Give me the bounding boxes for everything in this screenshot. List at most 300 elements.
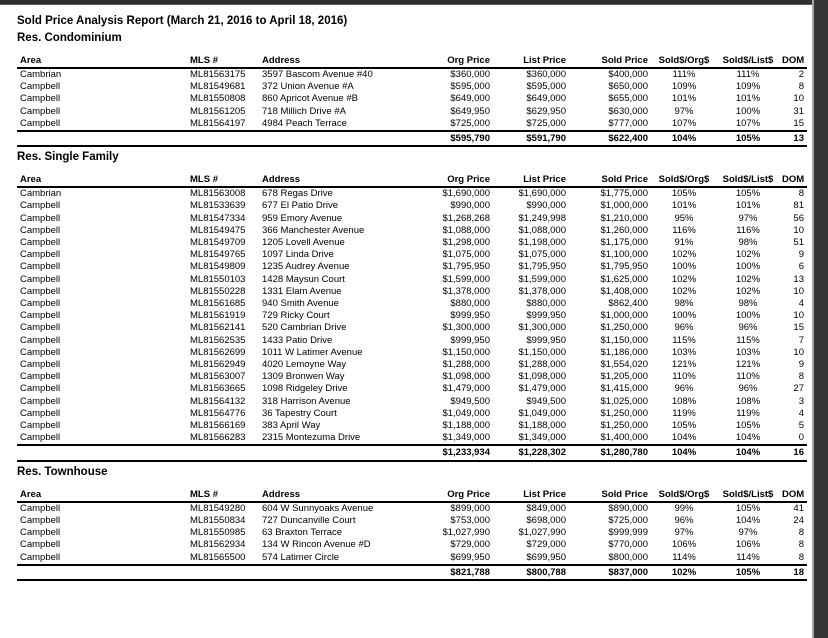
- section-heading-single-family: Res. Single Family: [17, 151, 119, 164]
- cell: Campbell: [20, 346, 61, 358]
- cell: $1,250,000: [600, 322, 648, 334]
- cell: ML81549475: [190, 224, 246, 236]
- cell: 10: [793, 310, 804, 322]
- cell: 91%: [674, 237, 694, 249]
- cell: 96%: [674, 322, 694, 334]
- cell: 9: [798, 249, 804, 261]
- cell: 6: [798, 261, 804, 273]
- report-title: Sold Price Analysis Report (March 21, 2016 to April 18, 2016): [17, 15, 348, 27]
- cell: 5: [798, 420, 804, 432]
- cell: ML81550985: [190, 527, 246, 539]
- cell: 1309 Bronwen Way: [262, 371, 345, 383]
- cell: $1,260,000: [600, 224, 648, 236]
- table-row: [17, 68, 807, 81]
- cell: 97%: [738, 212, 758, 224]
- cell: $649,950: [450, 105, 490, 117]
- cell: 1428 Maysun Court: [262, 273, 345, 285]
- cell: $1,075,000: [442, 249, 490, 261]
- window-top-edge: [0, 0, 828, 5]
- table-row: [17, 106, 807, 118]
- cell: 574 Latimer Circle: [262, 551, 340, 563]
- cell: $1,198,000: [518, 237, 566, 249]
- cell: 100%: [735, 105, 761, 117]
- cell: ML81550834: [190, 514, 246, 526]
- total-cell: $622,400: [569, 131, 651, 146]
- table-row: [17, 420, 807, 432]
- cell: $999,950: [526, 334, 566, 346]
- cell: ML81563665: [190, 383, 246, 395]
- cell: 9: [798, 359, 804, 371]
- section-res-townhouse: [17, 466, 807, 581]
- cell: ML81563007: [190, 371, 246, 383]
- table-row: [17, 515, 807, 527]
- cell: $1,554,020: [600, 359, 648, 371]
- cell: 105%: [735, 188, 761, 200]
- cell: 51: [793, 237, 804, 249]
- column-header: Sold Price: [569, 174, 651, 187]
- cell: 1235 Audrey Avenue: [262, 261, 350, 273]
- cell: 98%: [674, 298, 694, 310]
- cell: ML81563175: [190, 69, 246, 80]
- cell: 1097 Linda Drive: [262, 249, 334, 261]
- cell: $862,400: [608, 298, 648, 310]
- cell: $1,625,000: [600, 273, 648, 285]
- cell: $1,415,000: [600, 383, 648, 395]
- cell: $1,400,000: [600, 432, 648, 444]
- header-row: [17, 489, 807, 502]
- section-res-single-family: [17, 151, 807, 461]
- table-row: [17, 93, 807, 105]
- cell: 116%: [736, 224, 760, 236]
- totals-row: [17, 565, 807, 580]
- cell: Campbell: [20, 432, 61, 444]
- total-cell: 105%: [717, 131, 779, 146]
- cell: Cambrian: [20, 188, 62, 200]
- cell: $1,250,000: [600, 407, 648, 419]
- cell: $1,775,000: [600, 188, 648, 200]
- column-header: Sold$/List$: [717, 174, 779, 187]
- cell: 0: [798, 432, 804, 444]
- cell: Cambrian: [20, 69, 62, 80]
- cell: 103%: [671, 346, 697, 358]
- column-header: Sold$/List$: [717, 489, 779, 502]
- cell: 718 Millich Drive #A: [262, 105, 346, 117]
- total-cell: $595,790: [419, 131, 493, 146]
- cell: 100%: [735, 310, 761, 322]
- cell: 106%: [671, 539, 697, 551]
- cell: 95%: [674, 212, 694, 224]
- cell: $880,000: [526, 298, 566, 310]
- cell: ML81565500: [190, 551, 246, 563]
- column-header: Org Price: [419, 489, 493, 502]
- cell: $1,599,000: [518, 273, 566, 285]
- cell: Campbell: [20, 334, 61, 346]
- totals-row: [17, 131, 807, 146]
- cell: 10: [793, 224, 804, 236]
- cell: $655,000: [608, 93, 648, 105]
- column-header: Org Price: [419, 174, 493, 187]
- cell: $999,999: [608, 527, 648, 539]
- cell: 1098 Ridgeley Drive: [262, 383, 348, 395]
- cell: 1011 W Latimer Avenue: [262, 346, 363, 358]
- cell: $1,188,000: [518, 420, 566, 432]
- cell: ML81564776: [190, 407, 246, 419]
- table-row: [17, 539, 807, 551]
- total-cell: [259, 445, 419, 460]
- cell: $899,000: [450, 502, 490, 514]
- table-row: [17, 432, 807, 445]
- cell: $1,249,998: [518, 212, 566, 224]
- cell: 104%: [671, 432, 697, 444]
- cell: ML81564132: [190, 395, 246, 407]
- cell: $1,288,000: [518, 359, 566, 371]
- table-row: [17, 552, 807, 565]
- column-header: List Price: [493, 174, 569, 187]
- cell: 8: [798, 551, 804, 563]
- cell: 3597 Bascom Avenue #40: [262, 69, 373, 80]
- cell: ML81550808: [190, 93, 246, 105]
- column-header: Sold$/List$: [717, 55, 779, 68]
- cell: $725,000: [450, 117, 490, 129]
- cell: Campbell: [20, 237, 61, 249]
- cell: Campbell: [20, 502, 61, 514]
- cell: 105%: [735, 420, 761, 432]
- cell: $1,479,000: [442, 383, 490, 395]
- cell: $849,000: [526, 502, 566, 514]
- cell: $1,098,000: [518, 371, 566, 383]
- cell: Campbell: [20, 383, 61, 395]
- section-res-condominium: [17, 32, 807, 147]
- cell: Campbell: [20, 298, 61, 310]
- cell: $649,000: [526, 93, 566, 105]
- table-row: [17, 249, 807, 261]
- total-cell: 16: [779, 445, 807, 460]
- cell: 1331 Elam Avenue: [262, 285, 342, 297]
- cell: $949,500: [526, 395, 566, 407]
- cell: $1,210,000: [600, 212, 648, 224]
- cell: 105%: [671, 188, 697, 200]
- cell: $1,150,000: [518, 346, 566, 358]
- column-header: MLS #: [187, 489, 259, 502]
- cell: 101%: [671, 200, 697, 212]
- table-row: [17, 261, 807, 273]
- townhouse-table: [17, 489, 807, 581]
- cell: 729 Ricky Court: [262, 310, 330, 322]
- table-row: [17, 81, 807, 93]
- total-cell: [187, 565, 259, 580]
- cell: 15: [793, 117, 804, 129]
- cell: Campbell: [20, 273, 61, 285]
- cell: 101%: [735, 200, 761, 212]
- cell: 102%: [671, 249, 697, 261]
- cell: Campbell: [20, 371, 61, 383]
- cell: $1,100,000: [600, 249, 648, 261]
- cell: $1,088,000: [518, 224, 566, 236]
- total-cell: 13: [779, 131, 807, 146]
- cell: 100%: [671, 310, 697, 322]
- cell: ML81549765: [190, 249, 246, 261]
- cell: Campbell: [20, 81, 61, 93]
- column-header: MLS #: [187, 55, 259, 68]
- table-row: [17, 502, 807, 515]
- cell: $1,479,000: [518, 383, 566, 395]
- cell: 114%: [672, 551, 696, 563]
- cell: $729,000: [526, 539, 566, 551]
- cell: ML81564197: [190, 117, 246, 129]
- cell: $1,349,000: [442, 432, 490, 444]
- cell: $725,000: [608, 514, 648, 526]
- cell: $1,408,000: [600, 285, 648, 297]
- cell: 119%: [672, 407, 696, 419]
- cell: $1,175,000: [600, 237, 648, 249]
- cell: 7: [798, 334, 804, 346]
- cell: ML81561205: [190, 105, 246, 117]
- cell: $595,000: [526, 81, 566, 93]
- column-header: Area: [17, 489, 187, 502]
- cell: 111%: [736, 69, 760, 80]
- total-cell: 104%: [651, 131, 717, 146]
- cell: 8: [798, 371, 804, 383]
- cell: ML81533639: [190, 200, 246, 212]
- cell: 101%: [671, 93, 697, 105]
- cell: 108%: [671, 395, 697, 407]
- cell: $800,000: [608, 551, 648, 563]
- cell: ML81550228: [190, 285, 246, 297]
- cell: ML81562535: [190, 334, 246, 346]
- cell: ML81561685: [190, 298, 246, 310]
- column-header: DOM: [779, 55, 807, 68]
- column-header: Area: [17, 55, 187, 68]
- header-row: [17, 55, 807, 68]
- cell: 24: [793, 514, 804, 526]
- table-row: [17, 310, 807, 322]
- cell: $729,000: [450, 539, 490, 551]
- table-row: [17, 274, 807, 286]
- column-header: DOM: [779, 174, 807, 187]
- cell: 31: [793, 105, 804, 117]
- cell: 115%: [736, 334, 760, 346]
- cell: 102%: [671, 273, 697, 285]
- cell: 98%: [738, 298, 758, 310]
- cell: ML81561919: [190, 310, 246, 322]
- cell: $990,000: [526, 200, 566, 212]
- cell: $1,599,000: [442, 273, 490, 285]
- cell: $698,000: [526, 514, 566, 526]
- cell: $1,027,990: [442, 527, 490, 539]
- page-right-gutter: [812, 0, 828, 638]
- cell: 108%: [735, 395, 761, 407]
- cell: ML81549280: [190, 502, 246, 514]
- cell: Campbell: [20, 407, 61, 419]
- cell: 383 April Way: [262, 420, 321, 432]
- total-cell: $800,788: [493, 565, 569, 580]
- cell: $777,000: [608, 117, 648, 129]
- cell: 860 Apricot Avenue #B: [262, 93, 358, 105]
- section-heading-townhouse: Res. Townhouse: [17, 465, 108, 478]
- cell: $699,950: [450, 551, 490, 563]
- cell: 3: [798, 395, 804, 407]
- cell: $1,000,000: [600, 200, 648, 212]
- cell: Campbell: [20, 310, 61, 322]
- cell: 115%: [672, 334, 696, 346]
- table-row: [17, 286, 807, 298]
- cell: ML81549809: [190, 261, 246, 273]
- cell: ML81549709: [190, 237, 246, 249]
- column-header: Sold$/Org$: [651, 489, 717, 502]
- cell: 96%: [738, 383, 758, 395]
- cell: 121%: [671, 359, 697, 371]
- table-row: [17, 359, 807, 371]
- cell: 102%: [735, 249, 761, 261]
- cell: $699,950: [526, 551, 566, 563]
- cell: Campbell: [20, 514, 61, 526]
- cell: 134 W Rincon Avenue #D: [262, 539, 371, 551]
- cell: Campbell: [20, 527, 61, 539]
- cell: $629,950: [526, 105, 566, 117]
- cell: Campbell: [20, 551, 61, 563]
- cell: 27: [793, 383, 804, 395]
- cell: 104%: [735, 432, 761, 444]
- cell: Campbell: [20, 539, 61, 551]
- cell: $1,288,000: [442, 359, 490, 371]
- cell: 1205 Lovell Avenue: [262, 237, 345, 249]
- cell: ML81562141: [190, 322, 246, 334]
- cell: ML81562949: [190, 359, 246, 371]
- cell: Campbell: [20, 249, 61, 261]
- cell: 111%: [672, 69, 696, 80]
- cell: $999,950: [526, 310, 566, 322]
- table-row: [17, 225, 807, 237]
- cell: 4020 Lemoyne Way: [262, 359, 347, 371]
- table-row: [17, 187, 807, 200]
- column-header: Sold$/Org$: [651, 55, 717, 68]
- cell: 8: [798, 188, 804, 200]
- cell: Campbell: [20, 285, 61, 297]
- cell: 372 Union Avenue #A: [262, 81, 354, 93]
- cell: ML81562699: [190, 346, 246, 358]
- cell: Campbell: [20, 117, 61, 129]
- cell: 366 Manchester Avenue: [262, 224, 365, 236]
- cell: 10: [793, 93, 804, 105]
- total-cell: [259, 565, 419, 580]
- cell: $1,250,000: [600, 420, 648, 432]
- cell: $999,950: [450, 310, 490, 322]
- cell: 98%: [738, 237, 758, 249]
- column-header: MLS #: [187, 174, 259, 187]
- cell: 8: [798, 81, 804, 93]
- cell: ML81566283: [190, 432, 246, 444]
- cell: $595,000: [450, 81, 490, 93]
- cell: 110%: [672, 371, 696, 383]
- cell: Campbell: [20, 395, 61, 407]
- column-header: Sold Price: [569, 55, 651, 68]
- cell: $1,298,000: [442, 237, 490, 249]
- total-cell: 104%: [717, 445, 779, 460]
- cell: $649,000: [450, 93, 490, 105]
- cell: 677 El Patio Drive: [262, 200, 339, 212]
- cell: ML81547334: [190, 212, 246, 224]
- cell: $400,000: [608, 69, 648, 80]
- cell: Campbell: [20, 261, 61, 273]
- cell: $1,075,000: [518, 249, 566, 261]
- table-row: [17, 347, 807, 359]
- cell: $1,188,000: [442, 420, 490, 432]
- table-row: [17, 200, 807, 212]
- cell: $1,000,000: [600, 310, 648, 322]
- cell: $1,378,000: [518, 285, 566, 297]
- cell: $360,000: [450, 69, 490, 80]
- cell: Campbell: [20, 224, 61, 236]
- cell: 97%: [738, 527, 758, 539]
- cell: 109%: [735, 81, 761, 93]
- cell: Campbell: [20, 105, 61, 117]
- cell: $880,000: [450, 298, 490, 310]
- cell: $1,027,990: [518, 527, 566, 539]
- cell: 56: [793, 212, 804, 224]
- cell: 119%: [736, 407, 760, 419]
- cell: $753,000: [450, 514, 490, 526]
- total-cell: $1,228,302: [493, 445, 569, 460]
- cell: 520 Cambrian Drive: [262, 322, 347, 334]
- section-heading-condominium: Res. Condominium: [17, 32, 122, 44]
- cell: 99%: [674, 502, 694, 514]
- cell: Campbell: [20, 212, 61, 224]
- column-header: Address: [259, 489, 419, 502]
- cell: 102%: [671, 285, 697, 297]
- total-cell: $1,233,934: [419, 445, 493, 460]
- cell: Campbell: [20, 420, 61, 432]
- total-cell: 104%: [651, 445, 717, 460]
- cell: $1,795,950: [600, 261, 648, 273]
- cell: 1433 Patio Drive: [262, 334, 333, 346]
- cell: 102%: [735, 285, 761, 297]
- column-header: Address: [259, 174, 419, 187]
- table-row: [17, 322, 807, 334]
- cell: 4: [798, 298, 804, 310]
- cell: $1,049,000: [442, 407, 490, 419]
- table-row: [17, 371, 807, 383]
- cell: 121%: [735, 359, 761, 371]
- cell: Campbell: [20, 359, 61, 371]
- cell: ML81566169: [190, 420, 246, 432]
- cell: 110%: [736, 371, 760, 383]
- total-cell: $591,790: [493, 131, 569, 146]
- cell: $890,000: [608, 502, 648, 514]
- cell: $1,150,000: [600, 334, 648, 346]
- cell: 10: [793, 346, 804, 358]
- table-row: [17, 335, 807, 347]
- totals-row: [17, 445, 807, 460]
- table-row: [17, 396, 807, 408]
- cell: 604 W Sunnyoaks Avenue: [262, 502, 374, 514]
- cell: 105%: [735, 502, 761, 514]
- cell: 105%: [671, 420, 697, 432]
- column-header: List Price: [493, 489, 569, 502]
- cell: 97%: [674, 105, 694, 117]
- cell: ML81563008: [190, 188, 246, 200]
- cell: $1,690,000: [518, 188, 566, 200]
- total-cell: 18: [779, 565, 807, 580]
- cell: 81: [793, 200, 804, 212]
- cell: 727 Duncanville Court: [262, 514, 356, 526]
- total-cell: [17, 565, 187, 580]
- column-header: List Price: [493, 55, 569, 68]
- cell: 8: [798, 539, 804, 551]
- cell: $1,098,000: [442, 371, 490, 383]
- table-row: [17, 118, 807, 131]
- cell: 10: [793, 285, 804, 297]
- cell: $1,268,268: [442, 212, 490, 224]
